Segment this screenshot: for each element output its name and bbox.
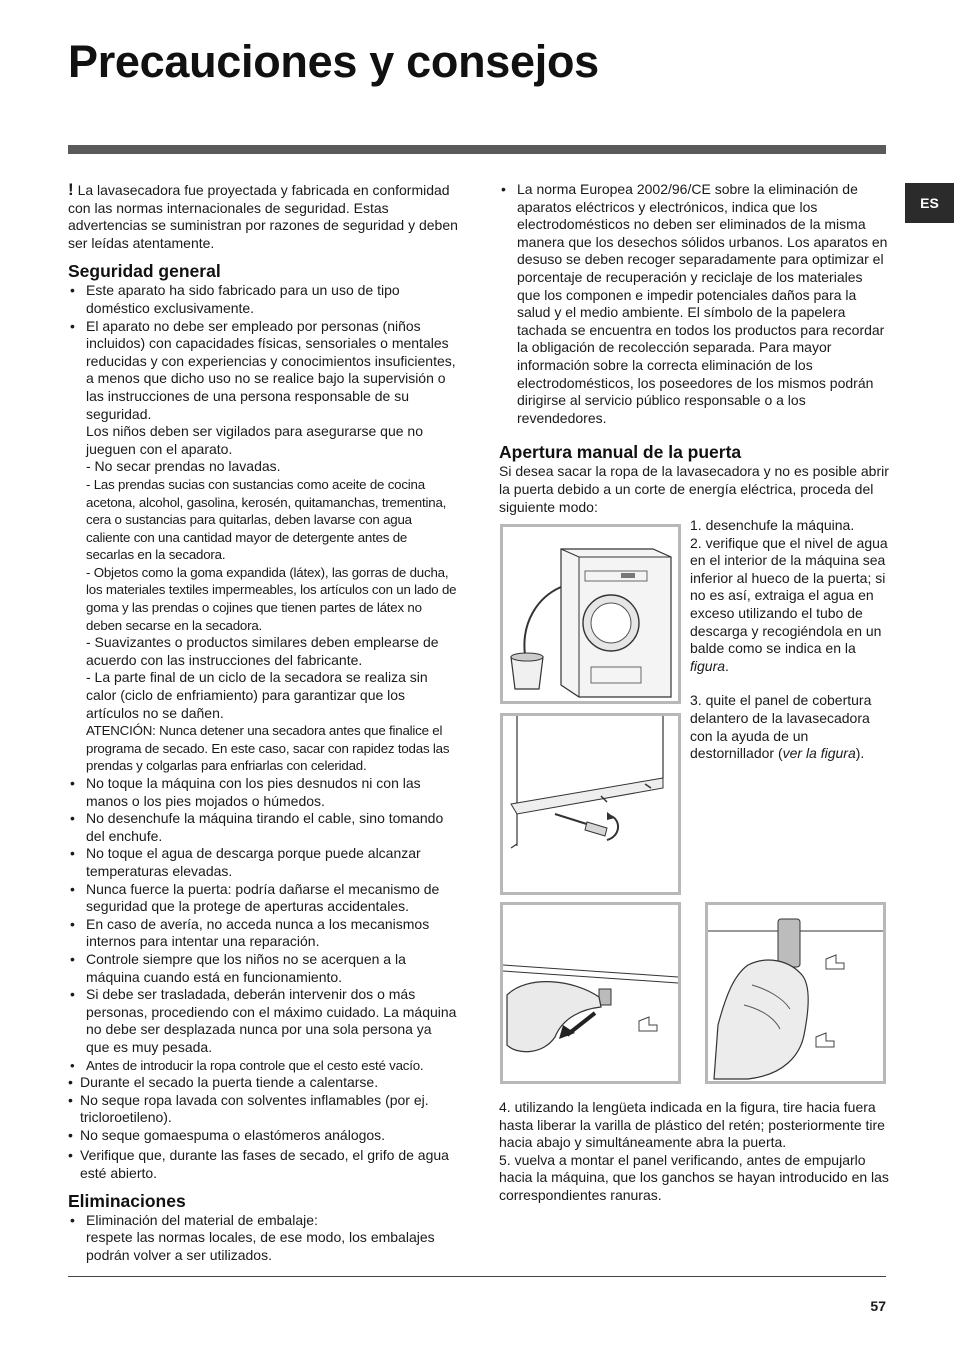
pull-tab-illustration <box>503 905 678 1081</box>
step-5: 5. vuelva a montar el panel verificando, antes de empujarlo hacia la máquina, que los ganchos se hayan introducido en las correspondientes ranuras. <box>499 1151 889 1203</box>
figure-reference: figura <box>690 657 726 674</box>
safety-list <box>68 282 458 1182</box>
sub-item: - Objetos como la goma expandida (látex), las gorras de ducha, los materiales textiles impermeables, los artículos con un lado de goma y las prendas o cojines que tienen partes de látex no deben secarse en la secadora. <box>86 564 457 633</box>
title-rule <box>68 145 886 154</box>
list-item: • Durante el secado la puerta tiende a calentarse. <box>68 1074 458 1092</box>
figure-hand-release <box>705 902 886 1084</box>
step-3-text: 3. quite el panel de cobertura delantero de la lavasecadora con la ayuda de un destornillador ( <box>690 692 872 762</box>
elimination-list <box>68 1212 458 1265</box>
list-item <box>68 318 458 775</box>
heading-seguridad-general: Seguridad general <box>68 261 221 282</box>
list-item: • Antes de introducir la ropa controle que el cesto esté vacío. <box>68 1057 458 1075</box>
step-2: 2. verifique que el nivel de agua en el interior de la máquina sea inferior al hueco de la puerta; si no es así, extraiga el agua en exceso utilizando el tubo de descarga y recogiéndola en un balde como se indica en la figura. <box>690 534 888 674</box>
bullet-text: El aparato no debe ser empleado por personas (niños incluidos) con capacidades físicas, sensoriales o mentales reducidas y con experiencias y conocimientos insuficientes, a menos que dicho uso no se realice bajo la supervisión o las instrucciones de una persona responsable de su seguridad. <box>86 317 456 422</box>
panel-screwdriver-illustration <box>503 716 678 892</box>
sub-item: - No secar prendas no lavadas. <box>86 458 281 475</box>
list-item <box>68 1212 458 1265</box>
step-4: 4. utilizando la lengüeta indicada en la figura, tire hacia fuera hasta liberar la varilla de plástico del retén; posteriormente tire hacia abajo y simultáneamente abra la puerta. <box>499 1099 885 1151</box>
list-item: • En caso de avería, no acceda nunca a los mecanismos internos para intentar una reparación. <box>68 916 458 951</box>
list-item: • No toque el agua de descarga porque puede alcanzar temperaturas elevadas. <box>68 845 458 880</box>
list-item: • No desenchufe la máquina tirando el cable, sino tomando del enchufe. <box>68 810 458 845</box>
right-column <box>499 181 889 516</box>
step-3-end: ). <box>855 745 865 762</box>
figure-drain-hose <box>500 524 681 704</box>
elimination-detail: respete las normas locales, de ese modo, los embalajes podrán volver a ser utilizados. <box>86 1229 435 1263</box>
norma-list <box>499 181 889 427</box>
warning-icon: ! <box>68 180 74 199</box>
figure-remove-panel <box>500 713 681 895</box>
list-item: • Nunca fuerce la puerta: podría dañarse el mecanismo de seguridad que la protege de aperturas accidentales. <box>68 881 458 916</box>
list-item: • Verifique que, durante las fases de secado, el grifo de agua esté abierto. <box>68 1147 458 1182</box>
intro-paragraph <box>68 181 458 252</box>
figure-reference: ver la figura <box>782 745 856 762</box>
heading-apertura-manual: Apertura manual de la puerta <box>499 442 742 463</box>
list-item: • Controle siempre que los niños no se acerquen a la máquina cuando está en funcionamiento. <box>68 951 458 986</box>
figure-pull-tab <box>500 902 681 1084</box>
page-number: 57 <box>870 1298 886 1314</box>
sub-item: - Suavizantes o productos similares deben emplearse de acuerdo con las instrucciones del fabricante. <box>86 634 439 668</box>
atencion-note: ATENCIÓN: Nunca detener una secadora antes que finalice el programa de secado. En este caso, sacar con rapidez todas las prendas y colgarlas para enfriarlas con celeridad. <box>86 723 450 774</box>
language-tab: ES <box>905 183 954 223</box>
list-item: • Si debe ser trasladada, deberán intervenir dos o más personas, procediendo con el máximo cuidado. La máquina no debe ser desplazada nunca por una sola persona ya que es muy pesada. <box>68 986 458 1056</box>
washer-drain-illustration <box>503 527 678 701</box>
footer-rule <box>68 1276 886 1277</box>
sub-item: - Las prendas sucias con sustancias como aceite de cocina acetona, alcohol, gasolina, kerosén, quitamanchas, trementina, cera o sustancias para quitarlas, deben lavarse con agua caliente con una cantidad mayor de detergente antes de secarlas en la secadora. <box>86 476 447 563</box>
steps-block-2 <box>499 1099 891 1205</box>
bullet-text: Eliminación del material de embalaje: <box>86 1211 318 1228</box>
hand-release-illustration <box>708 905 883 1081</box>
step-3 <box>690 692 888 762</box>
children-note: Los niños deben ser vigilados para asegurarse que no jueguen con el aparato. <box>86 423 424 457</box>
step-1: 1. desenchufe la máquina. <box>690 517 855 533</box>
sub-item: - La parte final de un ciclo de la secadora se realiza sin calor (ciclo de enfriamiento) para garantizar que los artículos no se dañen. <box>86 669 428 721</box>
list-item: • No seque gomaespuma o elastómeros análogos. <box>68 1127 458 1145</box>
intro-text: La lavasecadora fue proyectada y fabricada en conformidad con las normas internacionales de seguridad. Estas advertencias se suministran por razones de seguridad y deben ser leídas atentamente. <box>68 182 458 251</box>
heading-eliminaciones: Eliminaciones <box>68 1190 186 1211</box>
apertura-intro: Si desea sacar la ropa de la lavasecadora y no es posible abrir la puerta debido a un corte de energía eléctrica, proceda del siguiente modo: <box>499 463 889 515</box>
steps-block-1 <box>690 517 888 763</box>
page-title: Precauciones y consejos <box>68 36 599 87</box>
step-2-text: 2. verifique que el nivel de agua en el interior de la máquina sea inferior al hueco de la puerta; si no es así, extraiga el agua en exceso utilizando el tubo de descarga y recogiéndola en un balde como se indica en la <box>690 534 888 657</box>
list-item: • No toque la máquina con los pies desnudos ni con las manos o los pies mojados o húmedos. <box>68 775 458 810</box>
list-item: • Este aparato ha sido fabricado para un uso de tipo doméstico exclusivamente. <box>68 282 458 317</box>
list-item: • No seque ropa lavada con solventes inflamables (por ej. tricloroetileno). <box>68 1092 458 1127</box>
list-item: • La norma Europea 2002/96/CE sobre la eliminación de aparatos eléctricos y electrónicos, indica que los electrodomésticos no deben ser eliminados de la misma manera que los desechos sólidos urbanos. Los aparatos en desuso se deben recoger separadamente para optimizar el porcentaje de recuperación y reciclaje de los materiales que los componen e impedir potenciales daños para la salud y el medio ambiente. El símbolo de la papelera tachada se encuentra en todos los productos para recordar la obligación de recolección separada. Para mayor información sobre la correcta eliminación de los electrodomésticos, los poseedores de los mismos podrán dirigirse al servicio público responsable o a los revendedores. <box>499 181 889 427</box>
left-column <box>68 181 458 1264</box>
